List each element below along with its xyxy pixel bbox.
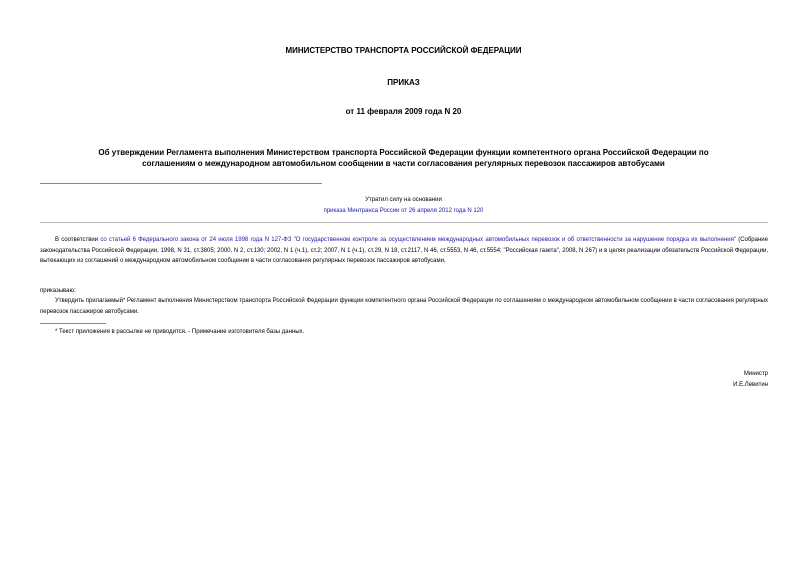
title-separator bbox=[40, 183, 322, 184]
footnote: * Текст приложения в рассылке не приводится. - Примечание изготовителя базы данных. bbox=[55, 329, 305, 335]
paragraph-approve: Утвердить прилагаемый* Регламент выполнения Министерством транспорта Российской Федерации функции компетентного органа Российской Федерации по соглашениям о международном автомобильном сообщении в части согласования регулярных перевозок пассажиров автобусами. bbox=[40, 298, 768, 315]
signature-position: Министр bbox=[743, 371, 768, 377]
status-separator bbox=[40, 222, 768, 223]
law-link[interactable]: со статьей 6 Федерального закона от 24 июля 1998 года N 127-ФЗ "О государственном контроле за осуществлением международных автомобильных перевозок и об ответственности за нарушение порядка их выполнения" bbox=[100, 237, 736, 243]
order-word: приказываю: bbox=[40, 288, 76, 294]
basis-prefix: В соответствии bbox=[55, 237, 101, 243]
signature-name: И.Е.Левитин bbox=[733, 382, 768, 388]
document-title bbox=[40, 147, 767, 169]
ministry-heading: МИНИСТЕРСТВО ТРАНСПОРТА РОССИЙСКОЙ ФЕДЕРАЦИИ bbox=[285, 46, 522, 55]
lost-force-link[interactable]: приказа Минтранса России от 26 апреля 2012 года N 120 bbox=[323, 208, 484, 214]
footnote-separator bbox=[40, 323, 106, 324]
date-number: от 11 февраля 2009 года N 20 bbox=[345, 107, 462, 116]
doc-type-heading: ПРИКАЗ bbox=[387, 78, 420, 87]
paragraph-basis bbox=[40, 235, 768, 267]
title-line-2: соглашениям о международном автомобильном сообщении в части согласования регулярных перевозок пассажиров автобусами bbox=[142, 159, 665, 168]
lost-force-note: Утратил силу на основании bbox=[365, 197, 442, 203]
basis-rest: (Собрание законодательства Российской Федерации, 1998, N 31, ст.3805; 2000, N 2, ст.130; 2002, N 1 (ч.1), ст.2; 2007, N 1 (ч.1), ст.29, N 18, ст.2117, N 46, ст.5553, N 46, ст.5554; "Российская газета", 2008, N 267) и в целях реализации обязательств Российской Федерации, вытекающих из соглашений о международном автомобильном сообщении в части согласования регулярных перевозок пассажиров автобусами, bbox=[40, 237, 768, 264]
title-line-1: Об утверждении Регламента выполнения Министерством транспорта Российской Федерации функции компетентного органа Российской Федерации по bbox=[98, 148, 709, 157]
